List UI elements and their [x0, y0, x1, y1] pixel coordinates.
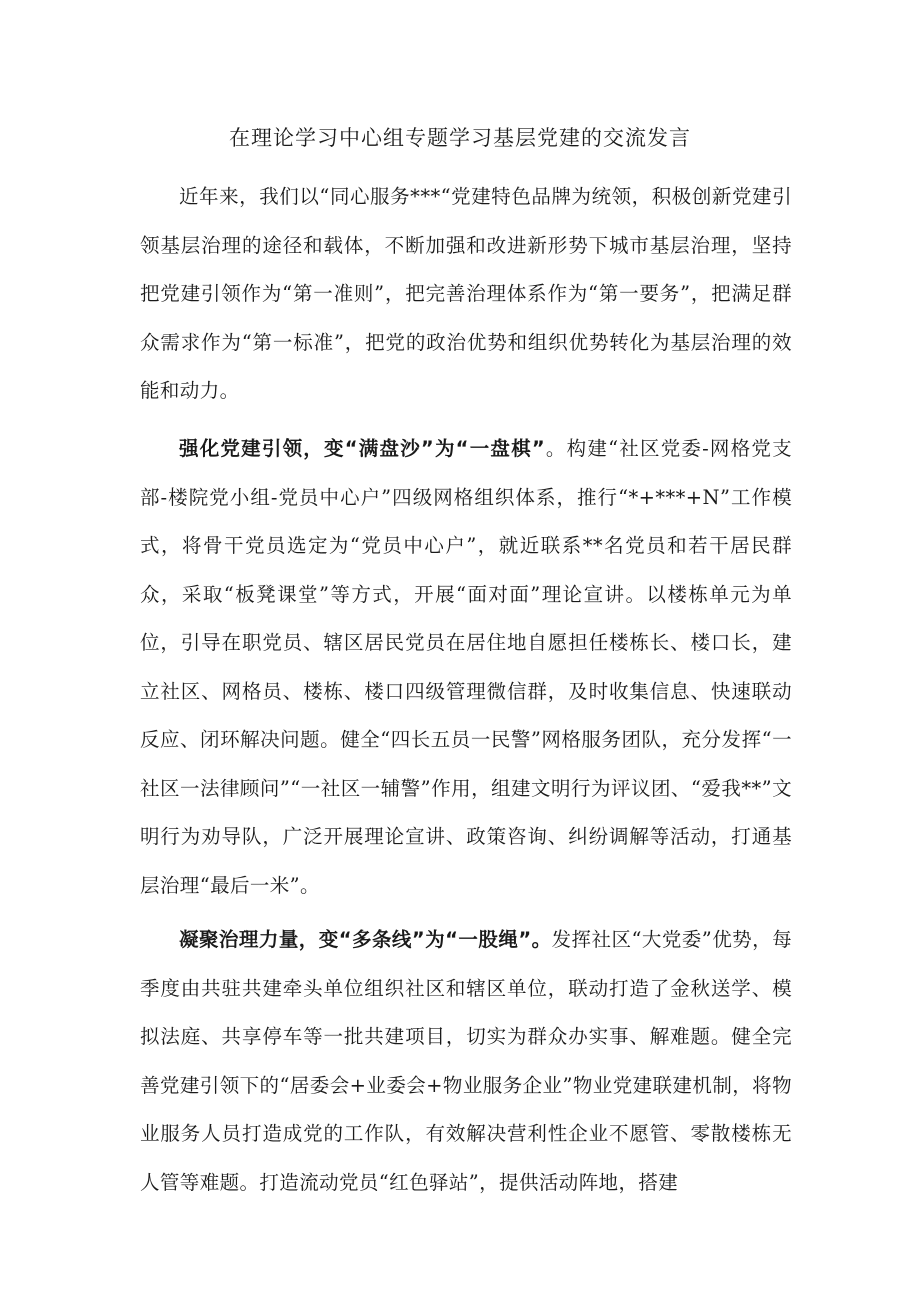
paragraph-lead: 凝聚治理力量，变“多条线”为“一股绳”。: [179, 928, 552, 951]
paragraph-body: 近年来，我们以“同心服务***“党建特色品牌为统领，积极创新党建引领基层治理的途径和载体，不断加强和改进新形势下城市基层治理，坚持把党建引领作为“第一准则”，把完善治理体系作为“第一要务”，把满足群众需求作为“第一标准”，把党的政治优势和组织优势转化为基层治理的效能和动力。: [140, 185, 792, 402]
paragraph-lead: 强化党建引领，变“满盘沙”为“一盘棋”: [179, 437, 546, 460]
paragraph-intro: [140, 173, 792, 416]
paragraph-governance-forces: [140, 916, 792, 1207]
paragraph-body: 。构建“社区党委-网格党支部-楼院党小组-党员中心户”四级网格组织体系，推行“*+***+N”工作模式，将骨干党员选定为“党员中心户”，就近联系**名党员和若干居民群众，采取“板凳课堂”等方式，开展“面对面”理论宣讲。以楼栋单元为单位，引导在职党员、辖区居民党员在居住地自愿担任楼栋长、楼口长，建立社区、网格员、楼栋、楼口四级管理微信群，及时收集信息、快速联动反应、闭环解决问题。健全“四长五员一民警”网格服务团队，充分发挥“一社区一法律顾问”“一社区一辅警”作用，组建文明行为评议团、“爱我**”文明行为劝导队，广泛开展理论宣讲、政策咨询、纠纷调解等活动，打通基层治理“最后一米”。: [140, 437, 792, 897]
document-title: 在理论学习中心组专题学习基层党建的交流发言: [229, 126, 691, 150]
paragraph-body: 发挥社区“大党委”优势，每季度由共驻共建牵头单位组织社区和辖区单位，联动打造了金秋送学、模拟法庭、共享停车等一批共建项目，切实为群众办实事、解难题。健全完善党建引领下的“居委会+业委会+物业服务企业”物业党建联建机制，将物业服务人员打造成党的工作队，有效解决营利性企业不愿管、零散楼栋无人管等难题。打造流动党员“红色驿站”，提供活动阵地，搭建: [140, 928, 793, 1194]
paragraph-party-leadership: [140, 425, 792, 910]
